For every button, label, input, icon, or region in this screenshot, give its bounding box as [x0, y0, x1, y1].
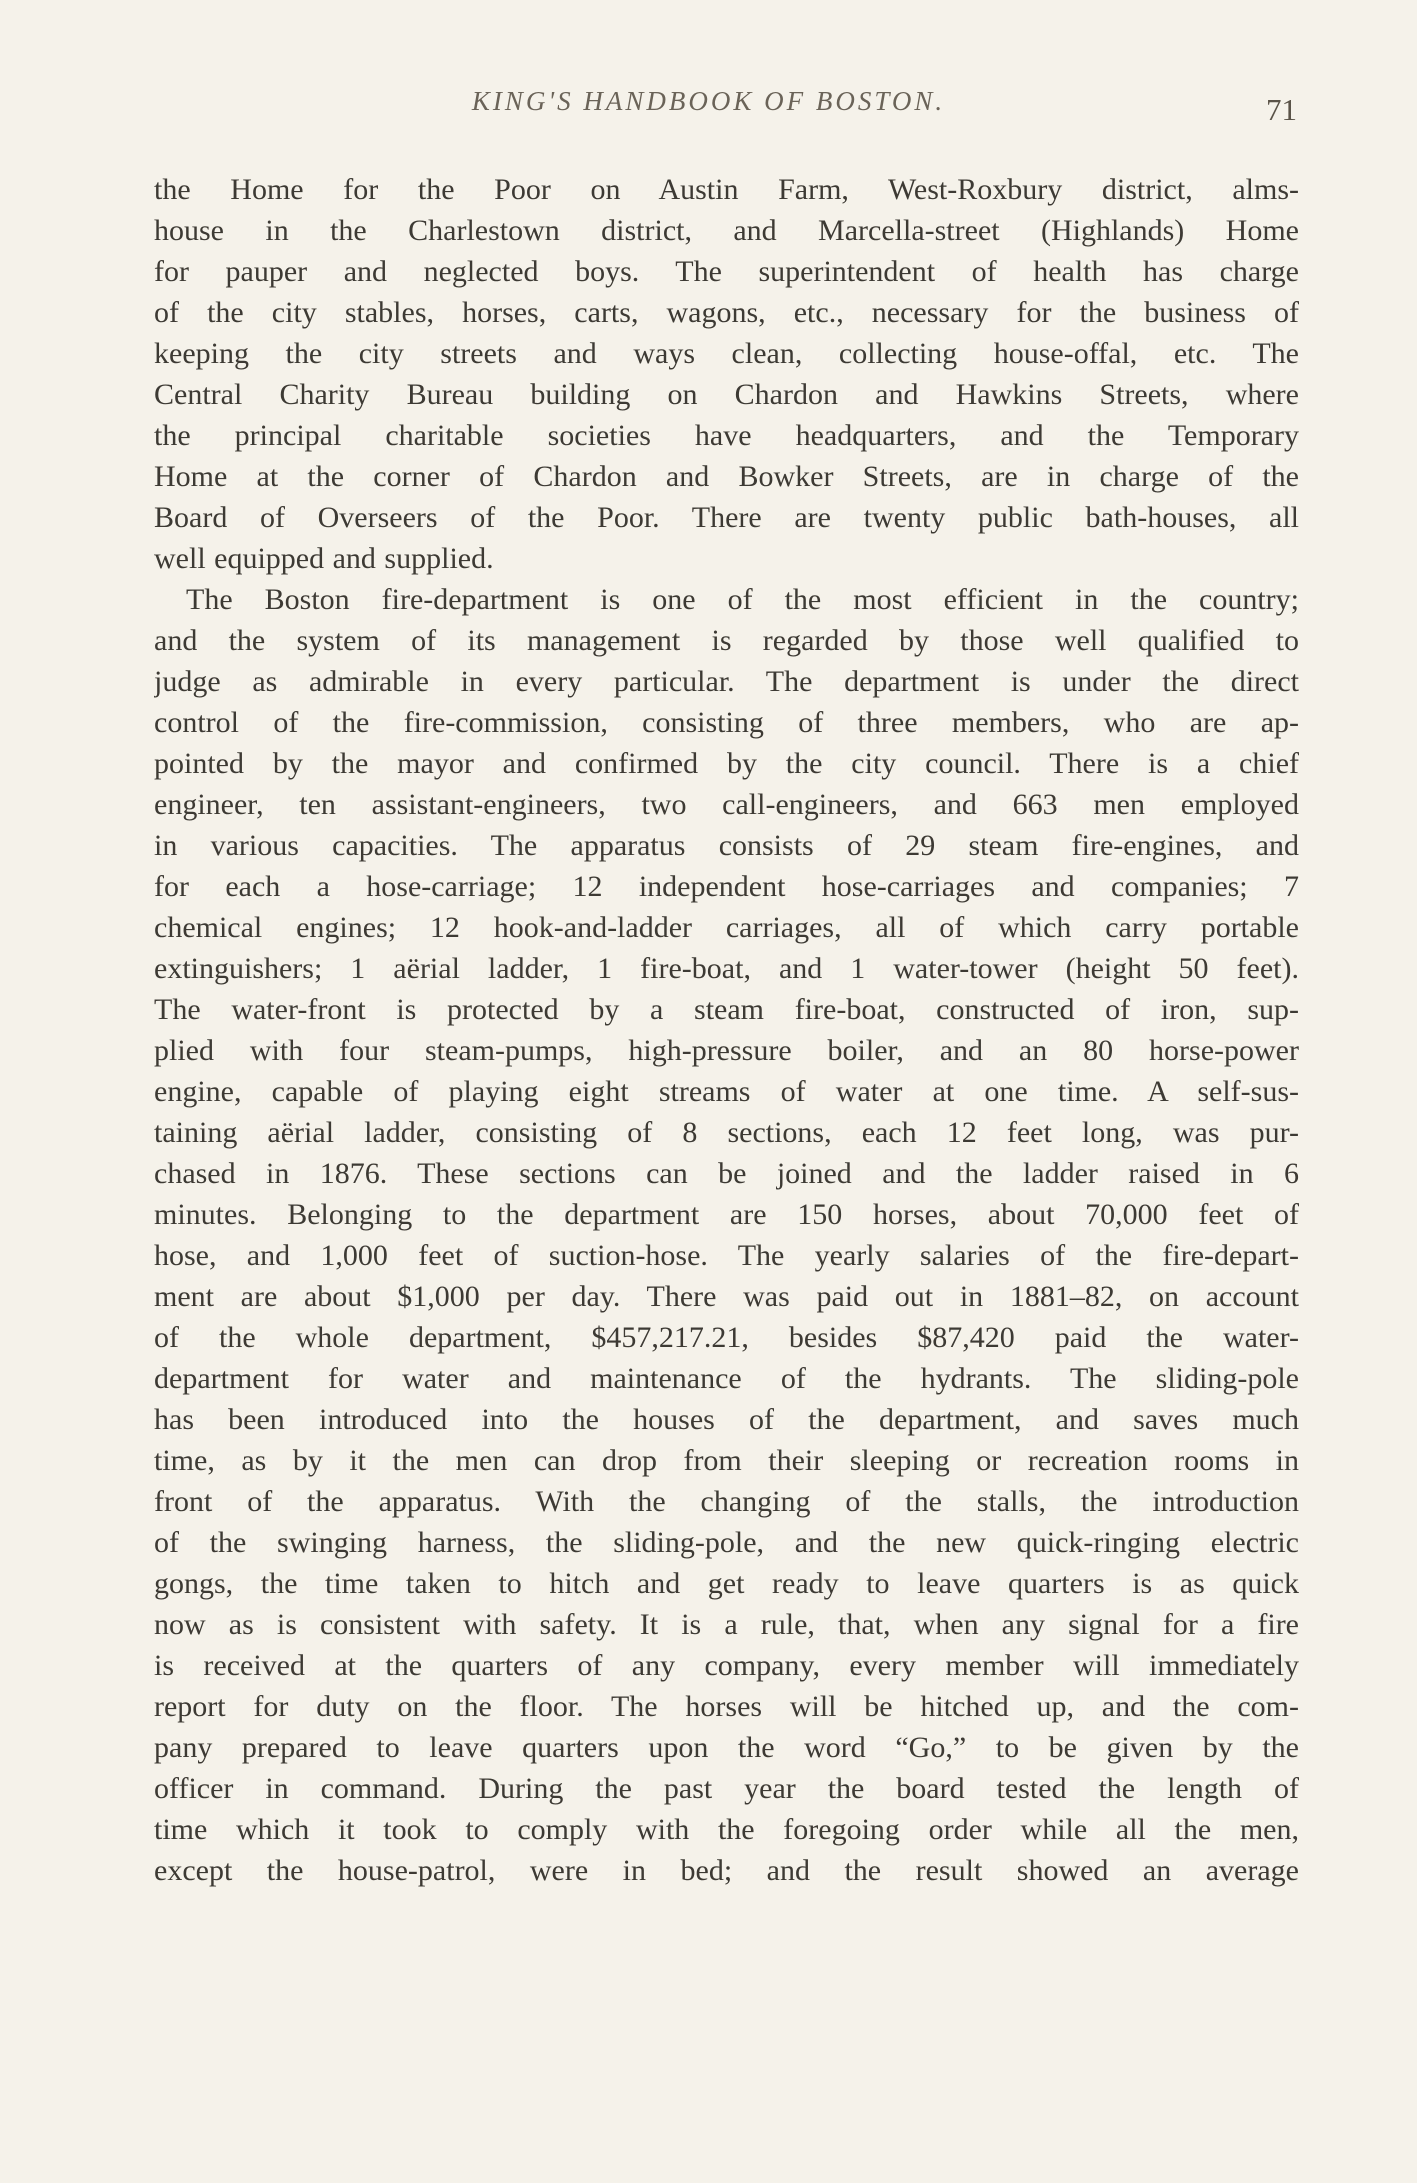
text-line: engineer, ten assistant-engineers, two call-engineers, and 663 men employed	[154, 788, 1299, 821]
text-line: except the house-patrol, were in bed; and the result showed an average	[154, 1854, 1299, 1887]
text-line: house in the Charlestown district, and Marcella-street (Highlands) Home	[154, 214, 1299, 247]
running-title: KING'S HANDBOOK OF BOSTON.	[471, 86, 946, 116]
text-line: report for duty on the floor. The horses will be hitched up, and the com-	[154, 1690, 1299, 1723]
text-line-paragraph-start: The Boston fire-department is one of the most efficient in the country;	[186, 583, 1299, 616]
body-text	[154, 169, 1299, 1891]
text-line: the principal charitable societies have headquarters, and the Temporary	[154, 419, 1299, 452]
text-line: chased in 1876. These sections can be joined and the ladder raised in 6	[154, 1157, 1299, 1190]
text-line: in various capacities. The apparatus consists of 29 steam fire-engines, and	[154, 829, 1299, 862]
text-line: pany prepared to leave quarters upon the word “Go,” to be given by the	[154, 1731, 1299, 1764]
text-line-paragraph-end: well equipped and supplied.	[154, 542, 494, 575]
text-line: taining aërial ladder, consisting of 8 sections, each 12 feet long, was pur-	[154, 1116, 1299, 1149]
page-number: 71	[1266, 92, 1297, 127]
text-line: is received at the quarters of any company, every member will immediately	[154, 1649, 1299, 1682]
text-line: and the system of its management is regarded by those well qualified to	[154, 624, 1299, 657]
text-line: department for water and maintenance of the hydrants. The sliding-pole	[154, 1362, 1299, 1395]
text-line: judge as admirable in every particular. The department is under the direct	[154, 665, 1299, 698]
text-line: of the swinging harness, the sliding-pole, and the new quick-ringing electric	[154, 1526, 1299, 1559]
text-line: Board of Overseers of the Poor. There are twenty public bath-houses, all	[154, 501, 1299, 534]
text-line: of the whole department, $457,217.21, besides $87,420 paid the water-	[154, 1321, 1299, 1354]
text-line: The water-front is protected by a steam fire-boat, constructed of iron, sup-	[154, 993, 1299, 1026]
text-line: Central Charity Bureau building on Chardon and Hawkins Streets, where	[154, 378, 1299, 411]
text-line: control of the fire-commission, consisting of three members, who are ap-	[154, 706, 1299, 739]
text-line: time which it took to comply with the foregoing order while all the men,	[154, 1813, 1299, 1846]
text-line: time, as by it the men can drop from their sleeping or recreation rooms in	[154, 1444, 1299, 1477]
text-line: for each a hose-carriage; 12 independent hose-carriages and companies; 7	[154, 870, 1299, 903]
text-line: engine, capable of playing eight streams of water at one time. A self-sus-	[154, 1075, 1299, 1108]
text-line: for pauper and neglected boys. The superintendent of health has charge	[154, 255, 1299, 288]
text-line: plied with four steam-pumps, high-pressure boiler, and an 80 horse-power	[154, 1034, 1299, 1067]
text-line: extinguishers; 1 aërial ladder, 1 fire-boat, and 1 water-tower (height 50 feet).	[154, 952, 1299, 985]
text-line: officer in command. During the past year the board tested the length of	[154, 1772, 1299, 1805]
text-line: chemical engines; 12 hook-and-ladder carriages, all of which carry portable	[154, 911, 1299, 944]
text-line: now as is consistent with safety. It is a rule, that, when any signal for a fire	[154, 1608, 1299, 1641]
text-line: Home at the corner of Chardon and Bowker Streets, are in charge of the	[154, 460, 1299, 493]
text-line: the Home for the Poor on Austin Farm, West-Roxbury district, alms-	[154, 173, 1299, 206]
text-line: gongs, the time taken to hitch and get ready to leave quarters is as quick	[154, 1567, 1299, 1600]
text-line: minutes. Belonging to the department are 150 horses, about 70,000 feet of	[154, 1198, 1299, 1231]
text-line: ment are about $1,000 per day. There was paid out in 1881–82, on account	[154, 1280, 1299, 1313]
text-line: hose, and 1,000 feet of suction-hose. The yearly salaries of the fire-depart-	[154, 1239, 1299, 1272]
text-line: pointed by the mayor and confirmed by the city council. There is a chief	[154, 747, 1299, 780]
text-line: keeping the city streets and ways clean, collecting house-offal, etc. The	[154, 337, 1299, 370]
text-line: front of the apparatus. With the changing of the stalls, the introduction	[154, 1485, 1299, 1518]
text-line: has been introduced into the houses of the department, and saves much	[154, 1403, 1299, 1436]
text-line: of the city stables, horses, carts, wagons, etc., necessary for the business of	[154, 296, 1299, 329]
